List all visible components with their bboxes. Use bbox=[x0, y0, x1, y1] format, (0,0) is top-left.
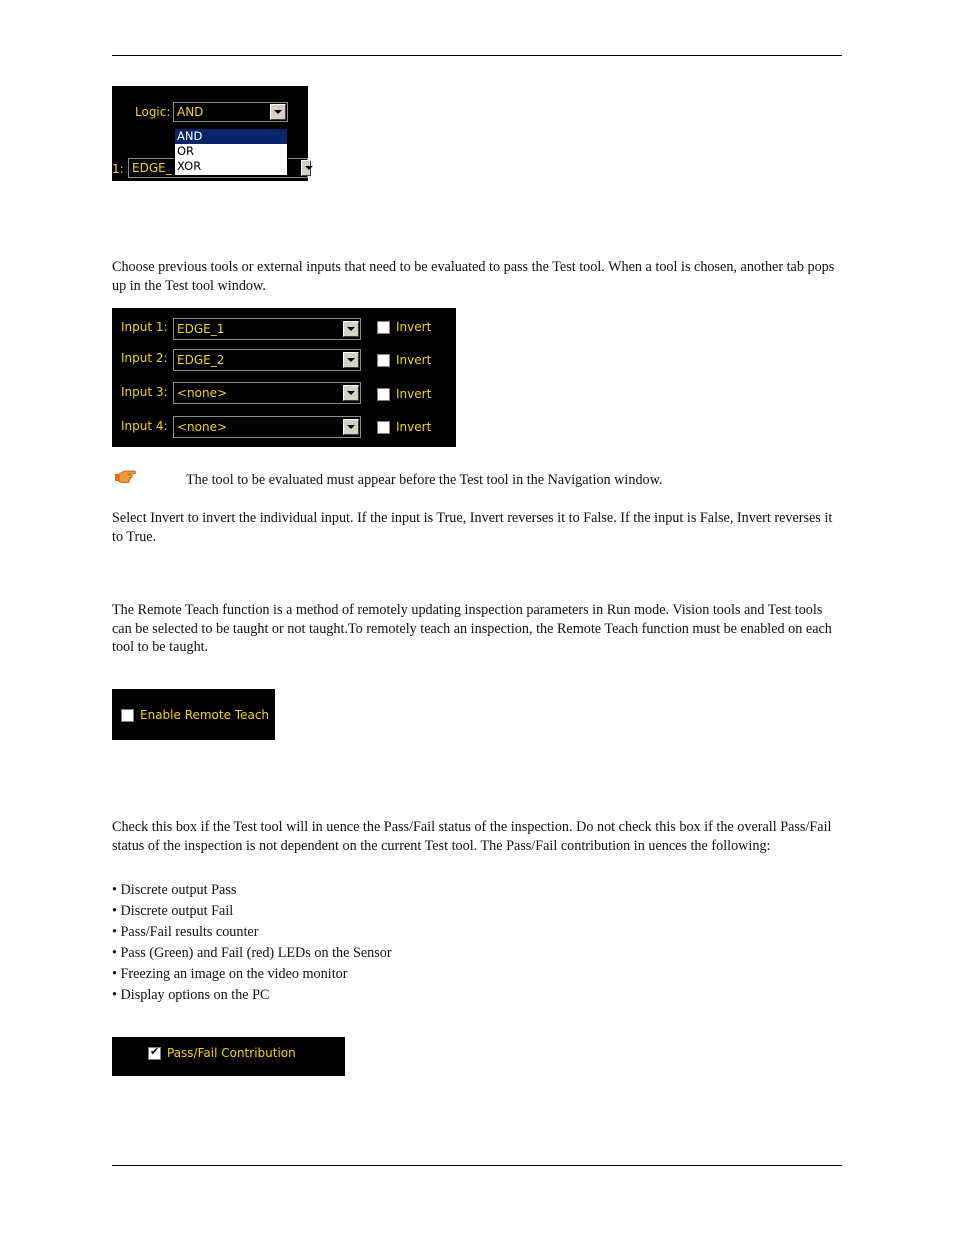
input-4-invert-label: Invert bbox=[396, 420, 432, 434]
logic-panel bbox=[112, 86, 308, 181]
input-2-dropdown[interactable] bbox=[173, 349, 361, 371]
logic-dropdown[interactable] bbox=[173, 102, 288, 122]
input-3-invert-checkbox[interactable] bbox=[377, 388, 390, 401]
enable-remote-teach-label: Enable Remote Teach bbox=[140, 708, 270, 722]
pass-fail-effects-list bbox=[112, 880, 392, 1006]
input-3-value: <none> bbox=[177, 386, 228, 400]
pass-fail-paragraph: Check this box if the Test tool will in uence the Pass/Fail status of the inspection. Do not check this box if the overall Pass/Fail status of the inspection is not dependent on the current Test tool. The Pass/Fail contribution in uences the following: bbox=[112, 819, 832, 854]
input-4-value: <none> bbox=[177, 420, 228, 434]
pointing-hand-icon bbox=[114, 468, 136, 484]
input-4-label: Input 4: bbox=[121, 419, 168, 433]
input-3-invert-label: Invert bbox=[396, 387, 432, 401]
list-item: • Pass/Fail results counter bbox=[112, 924, 259, 940]
input-1-value: EDGE_1 bbox=[177, 322, 225, 336]
input-2-invert-label: Invert bbox=[396, 353, 432, 367]
header-rule bbox=[112, 55, 842, 56]
input-2-value: EDGE_2 bbox=[177, 353, 225, 367]
input-1-invert-label: Invert bbox=[396, 320, 432, 334]
input-3-dropdown[interactable] bbox=[173, 382, 361, 404]
chevron-down-icon[interactable] bbox=[343, 321, 359, 337]
enable-remote-teach-checkbox[interactable] bbox=[121, 709, 134, 722]
pass-fail-contribution-label: Pass/Fail Contribution bbox=[167, 1046, 296, 1060]
footer-rule bbox=[112, 1165, 842, 1166]
chevron-down-icon[interactable] bbox=[343, 385, 359, 401]
chevron-down-icon[interactable] bbox=[343, 419, 359, 435]
input-1-label: Input 1: bbox=[121, 320, 168, 334]
note-text: The tool to be evaluated must appear before the Test tool in the Navigation window. bbox=[186, 472, 663, 488]
invert-paragraph: Select Invert to invert the individual input. If the input is True, Invert reverses it to False. If the input is False, Invert reverses it to True. bbox=[112, 510, 833, 545]
input-4-dropdown[interactable] bbox=[173, 416, 361, 438]
input-1-dropdown-value: EDGE_ bbox=[132, 161, 172, 175]
logic-label: Logic: bbox=[135, 105, 171, 119]
chevron-down-icon[interactable] bbox=[301, 160, 311, 176]
chevron-down-icon[interactable] bbox=[270, 104, 286, 120]
input-3-label: Input 3: bbox=[121, 385, 168, 399]
remote-teach-panel bbox=[112, 689, 275, 740]
chevron-down-icon[interactable] bbox=[343, 352, 359, 368]
input-1-invert-checkbox[interactable] bbox=[377, 321, 390, 334]
pass-fail-panel bbox=[112, 1037, 345, 1076]
logic-dropdown-value: AND bbox=[177, 105, 204, 119]
input-row-label: 1: bbox=[112, 162, 124, 176]
inputs-paragraph: Choose previous tools or external inputs that need to be evaluated to pass the Test tool. When a tool is chosen, another tab pops up in the Test tool window. bbox=[112, 259, 835, 294]
logic-option-and[interactable]: AND bbox=[175, 129, 287, 144]
list-item: • Pass (Green) and Fail (red) LEDs on the Sensor bbox=[112, 945, 392, 961]
input-4-invert-checkbox[interactable] bbox=[377, 421, 390, 434]
logic-options-list[interactable] bbox=[174, 128, 288, 176]
input-1-dropdown[interactable] bbox=[173, 318, 361, 340]
list-item: • Display options on the PC bbox=[112, 987, 270, 1003]
logic-option-xor[interactable]: XOR bbox=[177, 159, 202, 173]
pass-fail-contribution-checkbox[interactable] bbox=[148, 1047, 161, 1060]
input-2-invert-checkbox[interactable] bbox=[377, 354, 390, 367]
list-item: • Discrete output Pass bbox=[112, 882, 237, 898]
input-2-label: Input 2: bbox=[121, 351, 168, 365]
list-item: • Freezing an image on the video monitor bbox=[112, 966, 348, 982]
logic-option-or[interactable]: OR bbox=[177, 144, 195, 158]
list-item: • Discrete output Fail bbox=[112, 903, 234, 919]
inputs-panel bbox=[112, 308, 456, 447]
remote-teach-paragraph: The Remote Teach function is a method of remotely updating inspection parameters in Run mode. Vision tools and Test tools can be selected to be taught or not taught.To remotely teach an inspection, the Remote Teach function must be enabled on each tool to be taught. bbox=[112, 602, 832, 655]
